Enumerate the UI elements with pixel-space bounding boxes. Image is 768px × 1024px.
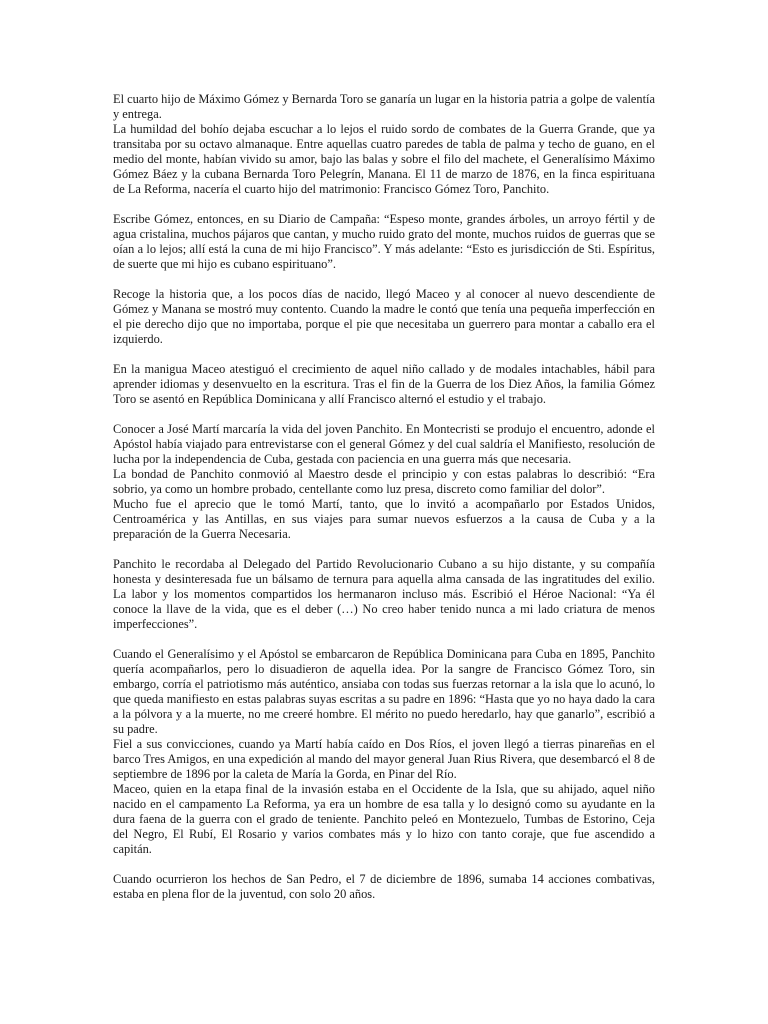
paragraph-manigua: En la manigua Maceo atestiguó el crecimiento de aquel niño callado y de modales intachables, hábil para aprender idiomas y desenvuelto en la escritura. Tras el fin de la Guerra de los Diez Años, la familia Gómez Toro se asentó en República Dominicana y allí Francisco alternó el estudio y el trabajo.: [113, 362, 655, 406]
paragraph-marti-encuentro: Conocer a José Martí marcaría la vida del joven Panchito. En Montecristi se produjo el encuentro, adonde el Apóstol había viajado para entrevistarse con el general Gómez y del cual saldría el Manifiesto, resolución de lucha por la independencia de Cuba, gestada con paciencia en una guerra más que necesaria.: [113, 422, 655, 466]
paragraph-bondad: La bondad de Panchito conmovió al Maestro desde el principio y con estas palabras lo describió: “Era sobrio, ya como un hombre probado, centellante como luz presa, discreto como familiar del dolor”.: [113, 467, 655, 496]
paragraph-intro: El cuarto hijo de Máximo Gómez y Bernarda Toro se ganaría un lugar en la historia patria a golpe de valentía y entrega.: [113, 92, 655, 121]
paragraph-diario: Escribe Gómez, entonces, en su Diario de Campaña: “Espeso monte, grandes árboles, un arroyo fértil y de agua cristalina, muchos pájaros que cantan, y mucho ruido grato del monte, muchos ruidos de guerras que se oían a lo lejos; allí está la cuna de mi hijo Francisco”. Y más adelante: “Esto es jurisdicción de Sti. Espíritus, de suerte que mi hijo es cubano espirituano”.: [113, 212, 655, 271]
paragraph-bohio: La humildad del bohío dejaba escuchar a lo lejos el ruido sordo de combates de la Guerra Grande, que ya transitaba por su octavo almanaque. Entre aquellas cuatro paredes de tabla de palma y techo de guano, en el medio del monte, habían vivido su amor, bajo las balas y sobre el filo del machete, el Generalísimo Máximo Gómez Báez y la cubana Bernarda Toro Pelegrín, Manana. El 11 de marzo de 1876, en la finca espirituana de La Reforma, nacería el cuarto hijo del matrimonio: Francisco Gómez Toro, Panchito.: [113, 122, 655, 196]
paragraph-san-pedro: Cuando ocurrieron los hechos de San Pedro, el 7 de diciembre de 1896, sumaba 14 acciones combativas, estaba en plena flor de la juventud, con solo 20 años.: [113, 872, 655, 901]
paragraph-expedicion: Fiel a sus convicciones, cuando ya Martí había caído en Dos Ríos, el joven llegó a tierras pinareñas en el barco Tres Amigos, en una expedición al mando del mayor general Juan Rius Rivera, que desembarcó el 8 de septiembre de 1896 por la caleta de María la Gorda, en Pinar del Río.: [113, 737, 655, 781]
paragraph-embarque: Cuando el Generalísimo y el Apóstol se embarcaron de República Dominicana para Cuba en 1895, Panchito quería acompañarlos, pero lo disuadieron de aquella idea. Por la sangre de Francisco Gómez Toro, sin embargo, corría el patriotismo más auténtico, ansiaba con todas sus fuerzas retornar a la isla que lo acunó, lo que queda manifiesto en estas palabras suyas escritas a su padre en 1896: “Hasta que yo no haya dado la cara a la pólvora y a la muerte, no me creeré hombre. El mérito no puedo heredarlo, hay que ganarlo”, escribió a su padre.: [113, 647, 655, 736]
paragraph-maceo-visita: Recoge la historia que, a los pocos días de nacido, llegó Maceo y al conocer al nuevo descendiente de Gómez y Manana se mostró muy contento. Cuando la madre le contó que tenía una pequeña imperfección en el pie derecho dijo que no importaba, porque el pie que necesitaba un guerrero para montar a caballo era el izquierdo.: [113, 287, 655, 346]
paragraph-delegado: Panchito le recordaba al Delegado del Partido Revolucionario Cubano a su hijo distante, y su compañía honesta y desinteresada fue un bálsamo de ternura para aquella alma cansada de las ingratitudes del exilio. La labor y los momentos compartidos los hermanaron incluso más. Escribió el Héroe Nacional: “Ya él conoce la llave de la vida, que es el deber (…) No creo haber tenido nunca a mi lado criatura de menos imperfecciones”.: [113, 557, 655, 631]
document-body: [113, 92, 655, 902]
paragraph-teniente: Maceo, quien en la etapa final de la invasión estaba en el Occidente de la Isla, que su ahijado, aquel niño nacido en el campamento La Reforma, ya era un hombre de esa talla y lo designó como su ayudante en la dura faena de la guerra con el grado de teniente. Panchito peleó en Montezuelo, Tumbas de Estorino, Ceja del Negro, El Rubí, El Rosario y varios combates más y lo hizo con tanto coraje, que fue ascendido a capitán.: [113, 782, 655, 856]
paragraph-aprecio: Mucho fue el aprecio que le tomó Martí, tanto, que lo invitó a acompañarlo por Estados Unidos, Centroamérica y las Antillas, en sus viajes para sumar nuevos esfuerzos a la causa de Cuba y a la preparación de la Guerra Necesaria.: [113, 497, 655, 541]
